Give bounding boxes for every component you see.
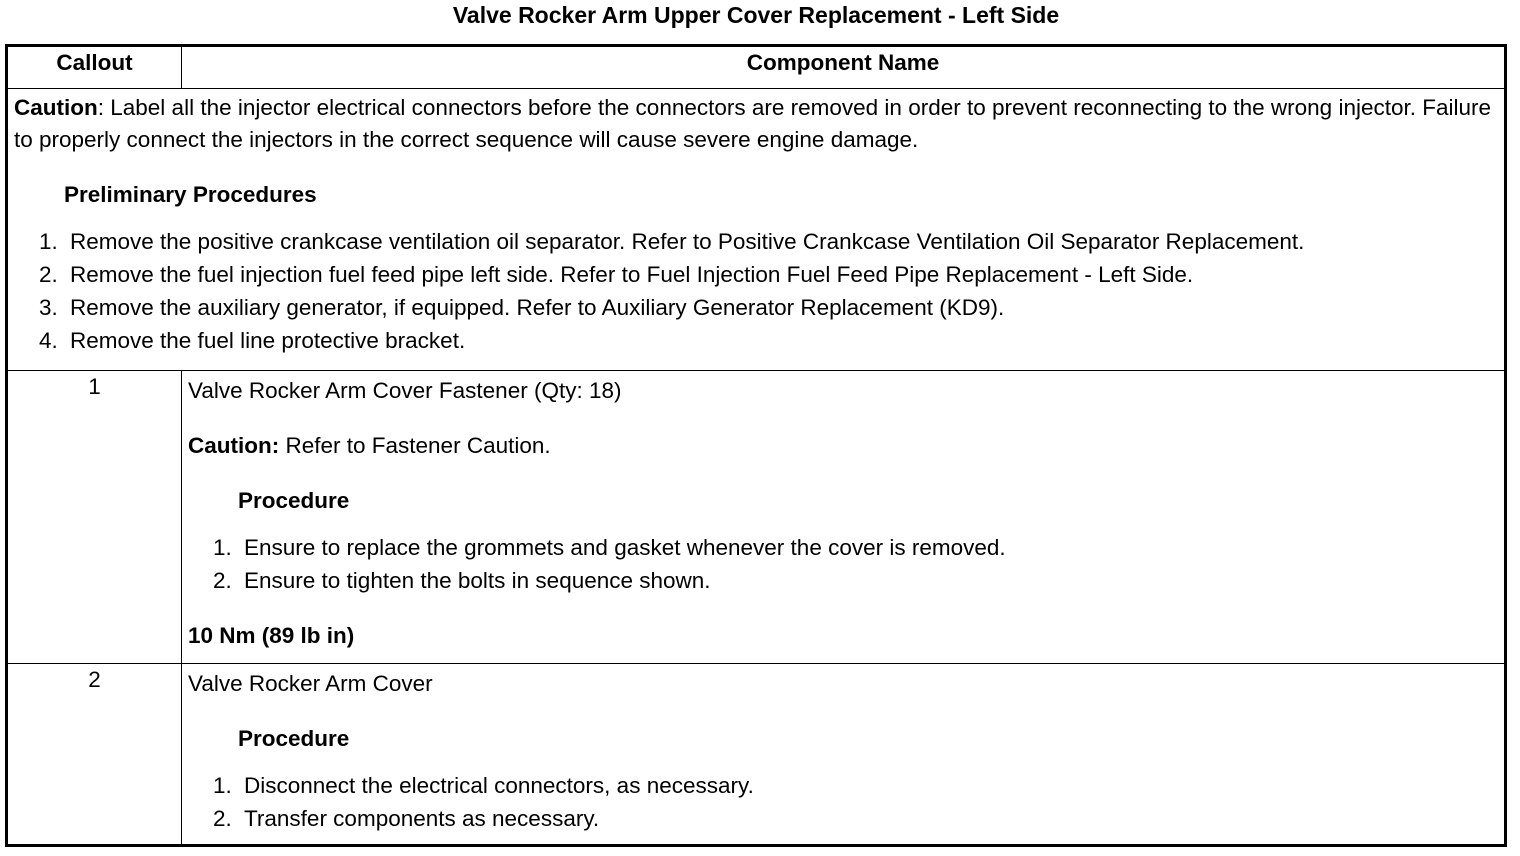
list-item: 1. Disconnect the electrical connectors, as necessary. bbox=[238, 769, 1498, 802]
list-item: 2. Transfer components as necessary. bbox=[238, 802, 1498, 835]
procedure-heading: Procedure bbox=[238, 726, 350, 751]
notes-cell bbox=[7, 89, 1506, 371]
component-caution bbox=[188, 430, 1498, 462]
list-item: 3. Remove the auxiliary generator, if equipped. Refer to Auxiliary Generator Replacement (KD9). bbox=[64, 291, 1498, 324]
preliminary-steps-list bbox=[14, 225, 1498, 357]
component-table bbox=[5, 44, 1507, 847]
callout-number: 1 bbox=[7, 371, 182, 664]
list-item: 4. Remove the fuel line protective bracket. bbox=[64, 324, 1498, 357]
component-cell bbox=[182, 664, 1506, 846]
procedure-heading: Procedure bbox=[238, 488, 350, 513]
component-cell bbox=[182, 371, 1506, 664]
callout-column-header: Callout bbox=[7, 46, 182, 89]
preliminary-procedures-heading: Preliminary Procedures bbox=[64, 182, 317, 207]
table-row bbox=[7, 664, 1506, 846]
list-item: 2. Ensure to tighten the bolts in sequence shown. bbox=[238, 564, 1498, 597]
component-name: Valve Rocker Arm Cover bbox=[188, 671, 433, 696]
procedure-steps-list bbox=[188, 769, 1498, 835]
list-item: 2. Remove the fuel injection fuel feed pipe left side. Refer to Fuel Injection Fuel Feed Pipe Replacement - Left Side. bbox=[64, 258, 1498, 291]
caution-note bbox=[14, 92, 1498, 156]
caution-text: Refer to Fastener Caution. bbox=[279, 433, 551, 458]
caution-label: Caution: bbox=[188, 433, 280, 458]
component-name-column-header: Component Name bbox=[182, 46, 1506, 89]
page-title: Valve Rocker Arm Upper Cover Replacement - Left Side bbox=[452, 2, 1060, 28]
table-row bbox=[7, 371, 1506, 664]
procedure-steps-list bbox=[188, 531, 1498, 597]
caution-label: Caution bbox=[14, 95, 98, 120]
component-name: Valve Rocker Arm Cover Fastener (Qty: 18) bbox=[188, 378, 622, 403]
caution-text: : Label all the injector electrical connectors before the connectors are removed in order to prevent reconnecting to the wrong injector. Failure to properly connect the injectors in the correct sequence will cause severe engine damage. bbox=[14, 95, 1492, 152]
callout-number: 2 bbox=[7, 664, 182, 846]
list-item: 1. Remove the positive crankcase ventilation oil separator. Refer to Positive Crankcase Ventilation Oil Separator Replacement. bbox=[64, 225, 1498, 258]
table-header-row bbox=[7, 46, 1506, 89]
list-item: 1. Ensure to replace the grommets and gasket whenever the cover is removed. bbox=[238, 531, 1498, 564]
torque-spec: 10 Nm (89 lb in) bbox=[188, 623, 355, 648]
notes-row bbox=[7, 89, 1506, 371]
